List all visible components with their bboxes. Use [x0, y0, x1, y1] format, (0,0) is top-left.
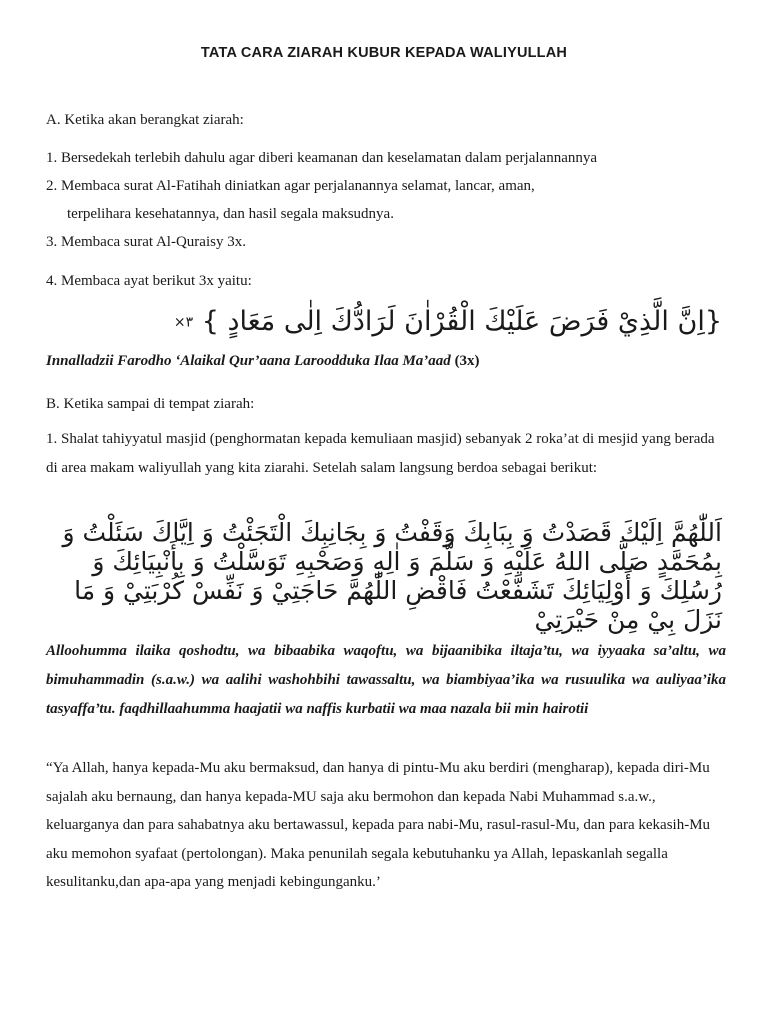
section-a-heading: A. Ketika akan berangkat ziarah: — [46, 112, 244, 128]
ayat-repeat-count: ٣× — [173, 314, 194, 331]
doa-arabic-text: اَللّٰهُمَّ اِلَيْكَ قَصَدْتُ وَ بِبَابِكَ وَقَفْتُ وَ بِجَانِبِكَ الْتَجَئْتُ وَ اِيَّاكَ سَئَلْتُ وَ بِمُحَمَّدٍ صَلَّى اللهُ عَلَيْهِ وَ سَلَّمَ وَ اٰلِهِ وَصَحْبِهِ تَوَسَّلْتُ وَ بِأَنْبِيَائِكَ وَ رُسُلِكَ وَ أَوْلِيَائِكَ تَشَفَّعْتُ فَاقْضِ اللّٰهُمَّ حَاجَتِيْ وَ نَفِّسْ كُرْبَتِيْ وَ مَا نَزَلَ بِيْ مِنْ حَيْرَتِيْ — [62, 518, 722, 634]
section-a-item-3: 3. Membaca surat Al-Quraisy 3x. — [46, 234, 246, 250]
section-b-heading: B. Ketika sampai di tempat ziarah: — [46, 396, 255, 412]
section-a-item-2-continued: terpelihara kesehatannya, dan hasil segala maksudnya. — [67, 206, 394, 222]
doa-meaning: “Ya Allah, hanya kepada-Mu aku bermaksud, dan hanya di pintu-Mu aku berdiri (mengharap), kepada diri-Mu sajalah aku bernaung, dan hanya kepada-MU saja aku bermohon dan kepada Nabi Muhammad s.a.w., keluarganya dan para sahabatnya aku bertawassul, kepada para nabi-Mu, rasul-rasul-Mu, dan para kekasih-Mu aku memohon syafaat (pertolongan). Maka penunilah segala kebutuhanku ya Allah, lepaskanlah segalla kesulitanku,dan apa-apa yang menjadi kebingunganku.’ — [46, 760, 711, 890]
ayat-arabic-text — [174, 300, 722, 345]
ayat-transliteration — [46, 353, 480, 370]
doa-transliteration: Alloohumma ilaika qoshodtu, wa bibaabika waqoftu, wa bijaanibika iltaja’tu, wa iyyaaka sa’altu, wa bimuhammadin (s.a.w.) wa aalihi washohbihi tawassaltu, wa biambiyaa’ika wa rusuulika wa auliyaa’ika tasyaffa’tu. faqdhillaahumma haajatii wa naffis kurbatii wa maa nazala bii min hairotii — [46, 643, 726, 717]
ayat-transliteration-count: (3x) — [454, 353, 480, 369]
ayat-transliteration-text: Innalladzii Farodho ‘Alaikal Qur’aana Laroodduka Ilaa Ma’aad — [46, 353, 451, 369]
section-b-item-1: 1. Shalat tahiyyatul masjid (penghormatan kepada kemuliaan masjid) sebanyak 2 roka’at di mesjid yang berada di area makam waliyullah yang kita ziarahi. Setelah salam langsung berdoa sebagai berikut: — [46, 431, 715, 476]
ayat-arabic-verse: {اِنَّ الَّذِيْ فَرَضَ عَلَيْكَ الْقُرْاٰنَ لَرَادُّكَ اِلٰى مَعَادٍ } — [201, 306, 722, 337]
section-a-item-2: 2. Membaca surat Al-Fatihah diniatkan agar perjalanannya selamat, lancar, aman, — [46, 178, 535, 194]
section-a-item-4: 4. Membaca ayat berikut 3x yaitu: — [46, 273, 252, 289]
section-a-item-1: 1. Bersedekah terlebih dahulu agar diberi keamanan dan keselamatan dalam perjalannannya — [46, 150, 598, 166]
page-title: TATA CARA ZIARAH KUBUR KEPADA WALIYULLAH — [200, 45, 568, 61]
